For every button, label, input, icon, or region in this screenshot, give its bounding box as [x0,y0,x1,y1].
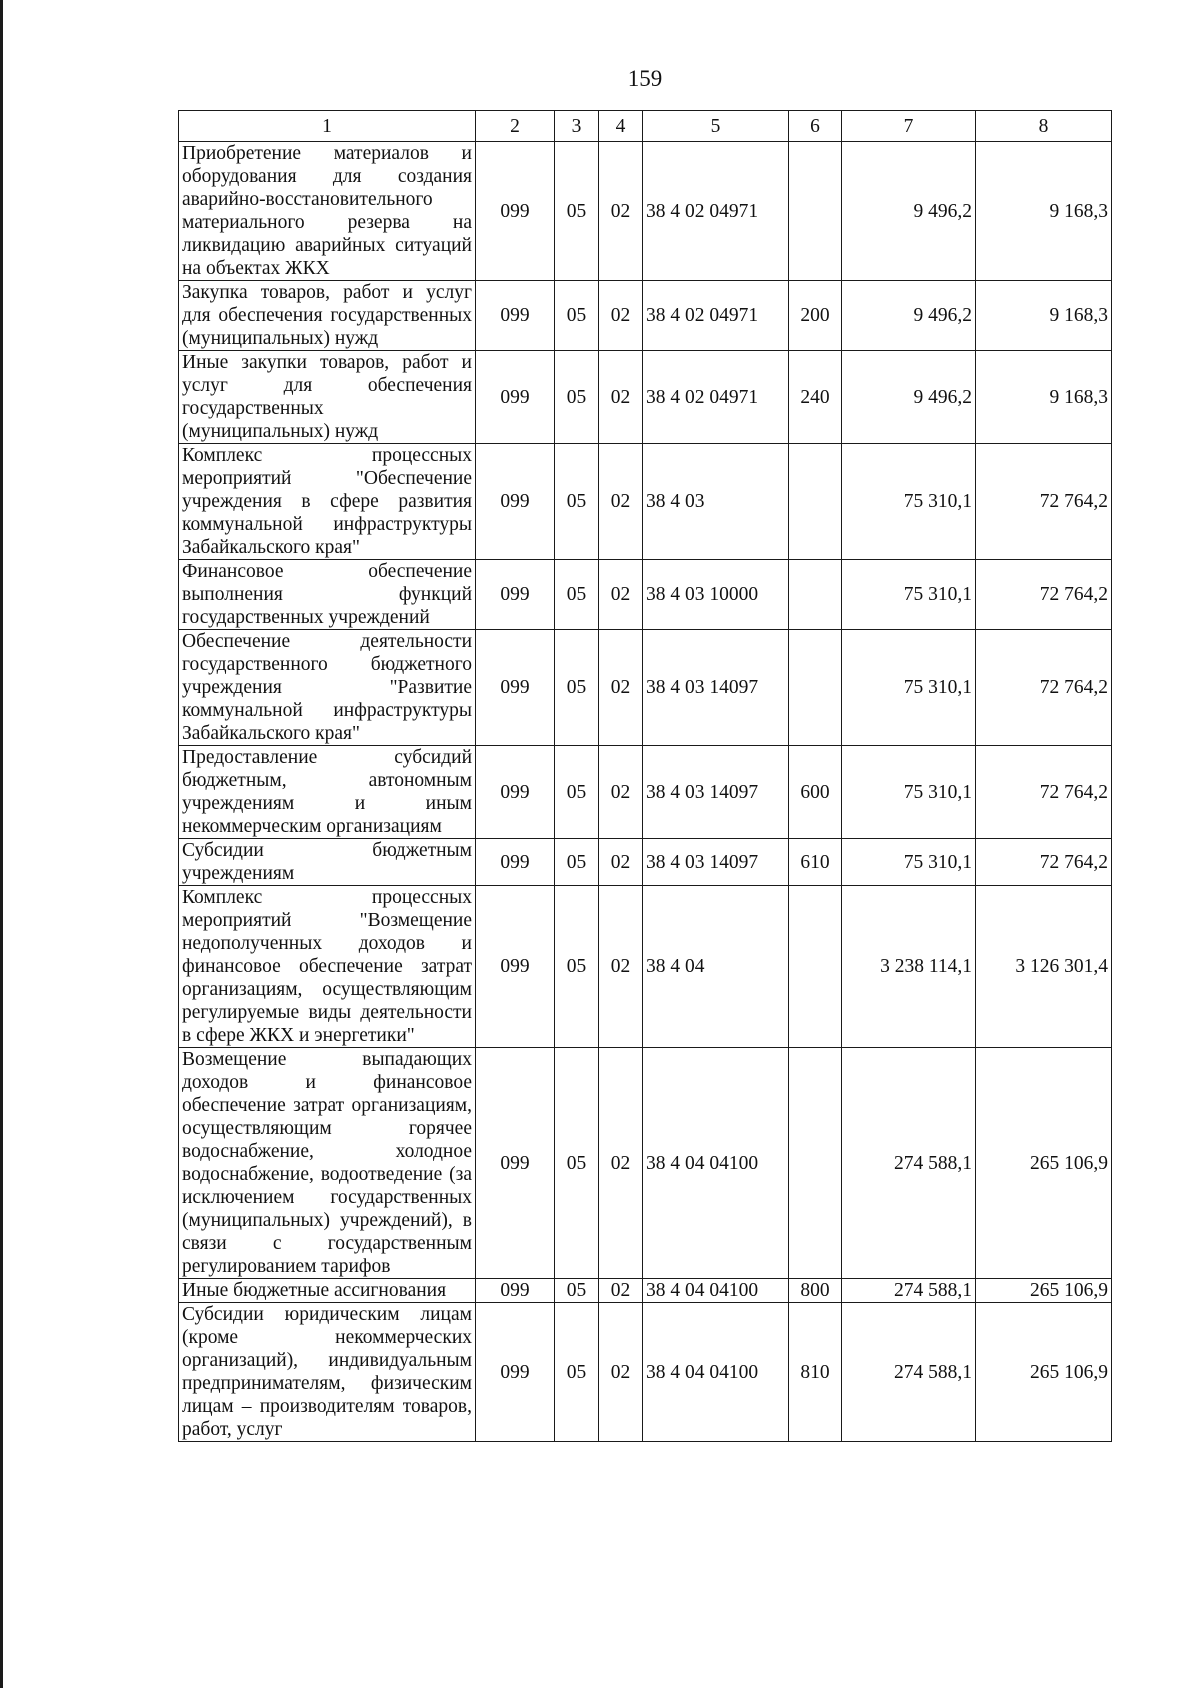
cell-expense-type [789,444,842,560]
cell-subsection: 02 [599,630,643,746]
cell-subsection: 02 [599,1303,643,1442]
cell-amount-7: 3 238 114,1 [842,886,976,1048]
column-header: 5 [643,111,789,142]
cell-admin-code: 099 [476,281,555,351]
cell-expense-type [789,142,842,281]
row-name: Иные закупки товаров, работ и услуг для обеспечения государственных (муниципальных) нужд [179,351,476,444]
cell-section: 05 [555,1048,599,1279]
cell-section: 05 [555,351,599,444]
cell-expense-type: 240 [789,351,842,444]
cell-section: 05 [555,886,599,1048]
cell-section: 05 [555,839,599,886]
cell-expense-type [789,886,842,1048]
row-name: Приобретение материалов и оборудования для создания аварийно-восстановительного материального резерва на ликвидацию аварийных ситуаций на объектах ЖКХ [179,142,476,281]
header-row [179,111,1112,142]
cell-admin-code: 099 [476,630,555,746]
row-name: Обеспечение деятельности государственного бюджетного учреждения "Развитие коммунальной инфраструктуры Забайкальского края" [179,630,476,746]
cell-admin-code: 099 [476,142,555,281]
cell-target-code: 38 4 02 04971 [643,351,789,444]
table-row [179,281,1112,351]
column-header: 4 [599,111,643,142]
table-row [179,746,1112,839]
cell-amount-8: 72 764,2 [976,746,1112,839]
cell-section: 05 [555,560,599,630]
cell-admin-code: 099 [476,444,555,560]
cell-amount-8: 9 168,3 [976,281,1112,351]
cell-amount-8: 265 106,9 [976,1303,1112,1442]
table-row [179,1048,1112,1279]
table-row [179,351,1112,444]
cell-target-code: 38 4 04 04100 [643,1048,789,1279]
row-name: Субсидии бюджетным учреждениям [179,839,476,886]
column-header: 3 [555,111,599,142]
cell-target-code: 38 4 03 10000 [643,560,789,630]
cell-amount-8: 265 106,9 [976,1279,1112,1303]
cell-amount-7: 9 496,2 [842,351,976,444]
cell-target-code: 38 4 02 04971 [643,142,789,281]
cell-section: 05 [555,746,599,839]
cell-amount-8: 9 168,3 [976,142,1112,281]
column-header: 1 [179,111,476,142]
table-row [179,560,1112,630]
table-row [179,1279,1112,1303]
row-name: Предоставление субсидий бюджетным, автономным учреждениям и иным некоммерческим организациям [179,746,476,839]
cell-amount-8: 3 126 301,4 [976,886,1112,1048]
cell-subsection: 02 [599,281,643,351]
cell-target-code: 38 4 03 14097 [643,746,789,839]
cell-admin-code: 099 [476,746,555,839]
cell-target-code: 38 4 02 04971 [643,281,789,351]
cell-subsection: 02 [599,746,643,839]
cell-admin-code: 099 [476,886,555,1048]
cell-section: 05 [555,281,599,351]
cell-amount-8: 72 764,2 [976,630,1112,746]
cell-amount-7: 9 496,2 [842,142,976,281]
row-name: Иные бюджетные ассигнования [179,1279,476,1303]
table-row [179,839,1112,886]
cell-target-code: 38 4 03 14097 [643,839,789,886]
cell-subsection: 02 [599,1279,643,1303]
cell-target-code: 38 4 04 04100 [643,1279,789,1303]
cell-amount-7: 75 310,1 [842,746,976,839]
cell-admin-code: 099 [476,1279,555,1303]
cell-admin-code: 099 [476,839,555,886]
table-row [179,444,1112,560]
cell-amount-7: 274 588,1 [842,1279,976,1303]
cell-amount-8: 72 764,2 [976,839,1112,886]
cell-subsection: 02 [599,351,643,444]
column-header: 6 [789,111,842,142]
cell-amount-7: 75 310,1 [842,630,976,746]
cell-amount-8: 72 764,2 [976,444,1112,560]
cell-admin-code: 099 [476,351,555,444]
cell-amount-7: 75 310,1 [842,444,976,560]
cell-expense-type [789,560,842,630]
column-header: 2 [476,111,555,142]
cell-expense-type: 610 [789,839,842,886]
row-name: Субсидии юридическим лицам (кроме некоммерческих организаций), индивидуальным предпринимателям, физическим лицам – производителям товаров, работ, услуг [179,1303,476,1442]
cell-subsection: 02 [599,560,643,630]
cell-amount-7: 9 496,2 [842,281,976,351]
cell-amount-7: 274 588,1 [842,1048,976,1279]
page-number: 159 [627,66,663,91]
cell-admin-code: 099 [476,560,555,630]
table-row [179,1303,1112,1442]
budget-table [178,110,1112,1442]
cell-subsection: 02 [599,839,643,886]
row-name: Комплекс процессных мероприятий "Обеспечение учреждения в сфере развития коммунальной инфраструктуры Забайкальского края" [179,444,476,560]
table-row [179,630,1112,746]
cell-target-code: 38 4 03 [643,444,789,560]
cell-target-code: 38 4 03 14097 [643,630,789,746]
cell-admin-code: 099 [476,1303,555,1442]
cell-expense-type [789,630,842,746]
cell-amount-7: 75 310,1 [842,560,976,630]
cell-target-code: 38 4 04 [643,886,789,1048]
cell-section: 05 [555,142,599,281]
row-name: Закупка товаров, работ и услуг для обеспечения государственных (муниципальных) нужд [179,281,476,351]
cell-amount-8: 265 106,9 [976,1048,1112,1279]
cell-target-code: 38 4 04 04100 [643,1303,789,1442]
row-name: Возмещение выпадающих доходов и финансовое обеспечение затрат организациям, осуществляющим горячее водоснабжение, холодное водоснабжение, водоотведение (за исключением государственных (муниципальных) учреждений), в связи с государственным регулированием тарифов [179,1048,476,1279]
cell-expense-type: 810 [789,1303,842,1442]
cell-subsection: 02 [599,142,643,281]
cell-expense-type: 200 [789,281,842,351]
cell-expense-type [789,1048,842,1279]
cell-expense-type: 600 [789,746,842,839]
cell-amount-7: 75 310,1 [842,839,976,886]
scan-edge [0,0,3,1688]
cell-section: 05 [555,1279,599,1303]
cell-amount-7: 274 588,1 [842,1303,976,1442]
cell-subsection: 02 [599,1048,643,1279]
column-header: 8 [976,111,1112,142]
cell-subsection: 02 [599,886,643,1048]
cell-expense-type: 800 [789,1279,842,1303]
cell-amount-8: 72 764,2 [976,560,1112,630]
row-name: Комплекс процессных мероприятий "Возмещение недополученных доходов и финансовое обеспечение затрат организациям, осуществляющим регулируемые виды деятельности в сфере ЖКХ и энергетики" [179,886,476,1048]
row-name: Финансовое обеспечение выполнения функций государственных учреждений [179,560,476,630]
table-row [179,886,1112,1048]
cell-section: 05 [555,630,599,746]
cell-amount-8: 9 168,3 [976,351,1112,444]
cell-section: 05 [555,1303,599,1442]
column-header: 7 [842,111,976,142]
cell-admin-code: 099 [476,1048,555,1279]
cell-section: 05 [555,444,599,560]
cell-subsection: 02 [599,444,643,560]
table-row [179,142,1112,281]
